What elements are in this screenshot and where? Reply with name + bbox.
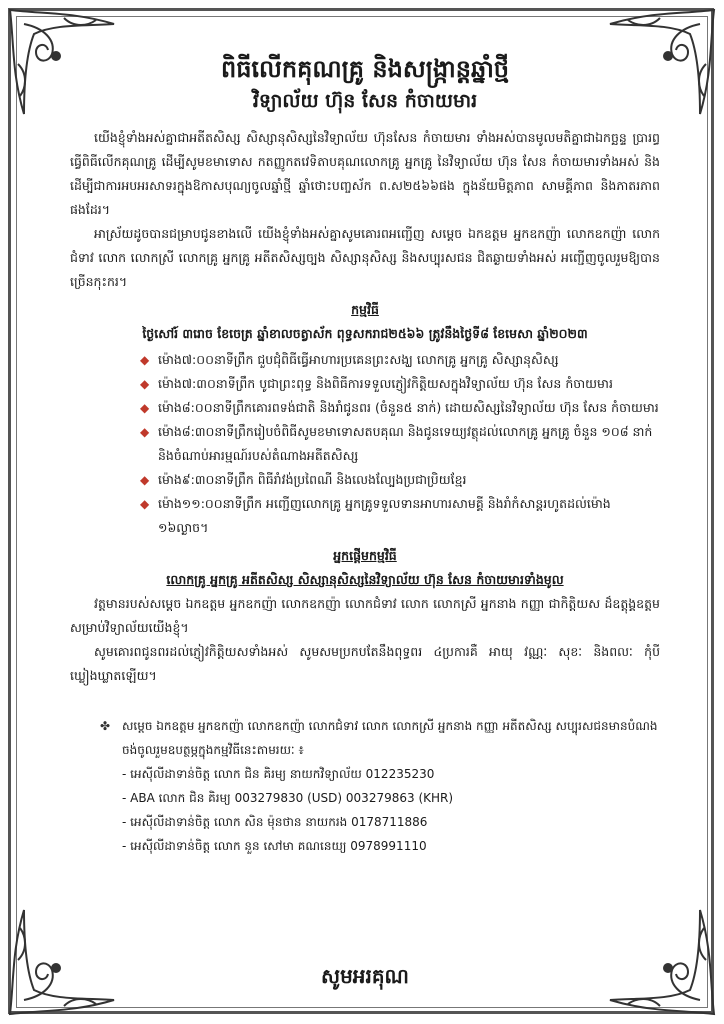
bullet-icon: ◆ (140, 377, 150, 391)
list-item: ◆ ម៉ោង៧:០០នាទីព្រឹក ជួបជុំពិធីធ្វើអាហារប្រគេនព្រះសង្ឃ លោកគ្រូ អ្នកគ្រូ សិស្សានុសិស្ស (140, 348, 660, 372)
contact-row: - អេស៊ីលីដាទាន់ចិត្ត លោក សិន ម៉ុនថាន នាយករង 0178711886 (122, 815, 428, 829)
intro-paragraph: យើងខ្ញុំទាំងអស់គ្នាជាអតីតសិស្ស សិស្សានុសិស្សនៃវិទ្យាល័យ ហ៊ុនសែន កំចាយមារ ទាំងអស់បានមូលមតិគ្នាជាឯកច្ឆន្ទ ប្រារព្ធធ្វើពិធីលើកគុណគ្រូ ដើម្បីសូមខមាទោស កតញ្ញូកតវេទិតាបគុណលោកគ្រូ អ្នកគ្រូ នៃវិទ្យាល័យ ហ៊ុន សែន កំចាយមារទាំងអស់ និងដើម្បីជាការអបអរសាទរក្នុងឱកាសបុណ្យចូលឆ្នាំថ្មី ឆ្នាំថោះបញ្ចស័ក ព.ស២៥៦៦ផង ក្នុងន័យមិត្តភាព សាមគ្គីភាព និងភាតរភាពផងដែរ។ (70, 130, 660, 217)
list-item: ◆ ម៉ោង៨:០០នាទីព្រឹកគោរពទង់ជាតិ និងរាំជូនពរ (ចំនួន៥ នាក់) ដោយសិស្សនៃវិទ្យាល័យ ហ៊ុន សែន កំចាយមារ (140, 396, 660, 420)
organizers-paragraph: វត្តមានរបស់សម្ដេច ឯកឧត្តម អ្នកឧកញ៉ា លោកឧកញ៉ា លោកជំទាវ លោក លោកស្រី អ្នកនាង កញ្ញា ជាកិត្តិយស ដ៏ឧត្ដុង្គឧត្ដមសម្រាប់វិទ្យាល័យយើងខ្ញុំ។ (70, 596, 660, 635)
contacts-lead: ✤ សម្ដេច ឯកឧត្តម អ្នកឧកញ៉ា លោកឧកញ៉ា លោកជំទាវ លោក លោកស្រី អ្នកនាង កញ្ញា អតីតសិស្ស សប្បុរសជនមានបំណងចង់ចូលរួមឧបត្ថម្ភក្នុងកម្មវិធីនេះតាមរយៈ ៖ (100, 714, 660, 762)
contact-row: - ABA លោក ជិន គិរម្យ 003279830 (USD) 003279863 (KHR) (122, 791, 454, 805)
list-item: ◆ ម៉ោង១១:០០នាទីព្រឹក អញ្ជើញលោកគ្រូ អ្នកគ្រូទទួលទានអាហារសាមគ្គី និងរាំកំសាន្តរហូតដល់ម៉ោង ១៦ល្ងាច។ (140, 492, 660, 540)
document-body (70, 52, 660, 992)
bullet-icon: ◆ (140, 473, 150, 487)
list-item: ◆ ម៉ោង៨:៣០នាទីព្រឹករៀបចំពិធីសូមខមាទោសតបគុណ និងជូនទេយ្យវត្ថុដល់លោកគ្រូ អ្នកគ្រូ ចំនួន ១០៨ នាក់ និងចំណាប់អារម្មណ៍របស់តំណាងអតីតសិស្ស (140, 420, 660, 468)
contacts-section (70, 714, 660, 858)
organizers-subheading: លោកគ្រូ អ្នកគ្រូ អតីតសិស្ស សិស្សានុសិស្សនៃវិទ្យាល័យ ហ៊ុន សែន កំចាយមារទាំងមូល (166, 572, 564, 587)
bullet-icon: ◆ (140, 401, 150, 415)
list-item: ◆ ម៉ោង៧:៣០នាទីព្រឹក បូជាព្រះពុទ្ធ និងពិធីការទទួលភ្ញៀវកិត្តិយសក្នុងវិទ្យាល័យ ហ៊ុន សែន កំចាយមារ (140, 372, 660, 396)
list-item: ◆ ម៉ោង៩:៣០នាទីព្រឹក ពិធីរាំវង់ប្រពៃណី និងលេងល្បែងប្រជាប្រិយខ្មែរ (140, 468, 660, 492)
bullet-icon: ◆ (140, 497, 150, 511)
contact-row: - អេស៊ីលីដាទាន់ចិត្ត លោក ជិន គិរម្យ នាយកវិទ្យាល័យ 012235230 (122, 767, 435, 781)
page-title: ពិធីលើកគុណគ្រូ និងសង្ក្រាន្តឆ្នាំថ្មី (220, 55, 510, 83)
school-name: វិទ្យាល័យ ហ៊ុន សែន កំចាយមារ (252, 90, 478, 112)
bullet-icon: ◆ (140, 353, 150, 367)
program-date: ថ្ងៃសៅរ៍ ៣រោច ខែចេត្រ ឆ្នាំខាលចត្វាស័ក ពុទ្ធសករាជ២៥៦៦ ត្រូវនឹងថ្ងៃទី៨ ខែមេសា ឆ្នាំ២០២៣ (142, 326, 588, 341)
intro-paragraph: អាស្រ័យដូចបានជម្រាបជូនខាងលើ យើងខ្ញុំទាំងអស់គ្នាសូមគោរពអញ្ជើញ សម្ដេច ឯកឧត្តម អ្នកឧកញ៉ា លោកឧកញ៉ា លោកជំទាវ លោក លោកស្រី លោកគ្រូ អ្នកគ្រូ អតីតសិស្សច្បង សិស្សានុសិស្ស និងសប្បុរសជន ជិតឆ្ងាយទាំងអស់ អញ្ជើញចូលរួមឱ្យបានច្រើនកុះករ។ (70, 226, 660, 289)
contact-row: - អេស៊ីលីដាទាន់ចិត្ត លោក នួន សៅមា គណនេយ្យ 0978991110 (122, 839, 427, 853)
organizers-heading: អ្នកផ្ដើមកម្មវិធី (333, 548, 397, 563)
bullet-icon: ◆ (140, 425, 150, 439)
asterisk-icon: ✤ (100, 719, 111, 733)
program-heading: កម្មវិធី (351, 302, 379, 317)
organizers-paragraph: សូមគោរពជូនពរដល់ភ្ញៀវកិត្តិយសទាំងអស់ សូមសមប្រកបតែនឹងពុទ្ធពរ ៤ប្រការគឺ អាយុ វណ្ណៈ សុខៈ និងពលៈ កុំបីឃ្លៀងឃ្លាតឡើយ។ (70, 644, 660, 683)
closing-thanks: សូមអរគុណ (321, 964, 409, 988)
schedule-list (70, 348, 660, 540)
